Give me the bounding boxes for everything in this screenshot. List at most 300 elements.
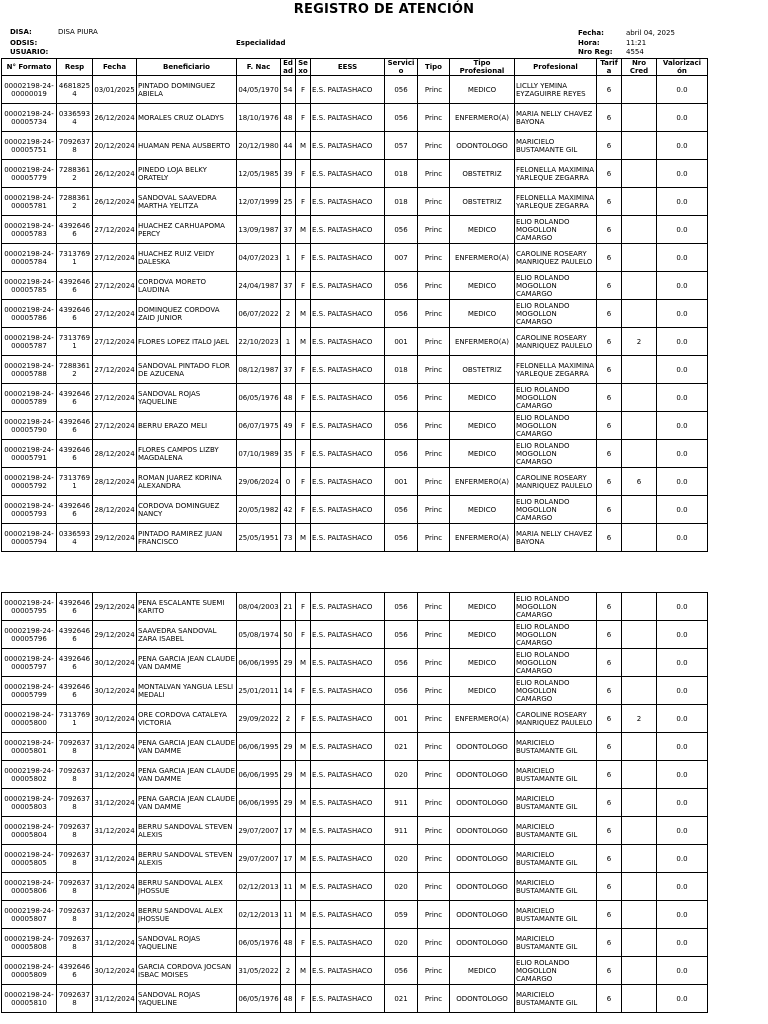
cell-servicio: 056 <box>385 677 418 705</box>
cell-valorizacion: 0.0 <box>657 761 708 789</box>
cell-tipo-profesional: ENFERMERO(A) <box>450 524 515 552</box>
cell-tarifa: 6 <box>597 789 622 817</box>
cell-eess: E.S. PALTASHACO <box>311 789 385 817</box>
cell-tipo-profesional: ODONTOLOGO <box>450 789 515 817</box>
cell-servicio: 056 <box>385 440 418 468</box>
cell-formato: 00002198-24-00005785 <box>2 272 57 300</box>
nroreg-label: Nro Reg: <box>578 48 613 56</box>
cell-sexo: M <box>296 733 311 761</box>
cell-nro-cred <box>622 524 657 552</box>
cell-sexo: F <box>296 677 311 705</box>
cell-beneficiario: CORDOVA DOMINGUEZ NANCY <box>137 496 237 524</box>
cell-fnac: 22/10/2023 <box>237 328 281 356</box>
cell-beneficiario: PEÑA GARCIA JEAN CLAUDE VAN DAMME <box>137 789 237 817</box>
cell-resp: 70926378 <box>57 761 93 789</box>
cell-fnac: 02/12/2013 <box>237 901 281 929</box>
cell-valorizacion: 0.0 <box>657 496 708 524</box>
table-row <box>2 705 708 733</box>
cell-profesional: LICLLY YEMINA EYZAGUIRRE REYES <box>515 76 597 104</box>
cell-tipo: Princ <box>418 300 450 328</box>
cell-formato: 00002198-24-00005734 <box>2 104 57 132</box>
cell-nro-cred <box>622 845 657 873</box>
cell-beneficiario: FLORES LOPEZ ITALO JAEL <box>137 328 237 356</box>
cell-tipo-profesional: ODONTOLOGO <box>450 873 515 901</box>
cell-servicio: 056 <box>385 412 418 440</box>
cell-valorizacion: 0.0 <box>657 524 708 552</box>
cell-beneficiario: SANDOVAL PINTADO FLOR DE AZUCENA <box>137 356 237 384</box>
cell-resp: 43926466 <box>57 957 93 985</box>
cell-tipo: Princ <box>418 733 450 761</box>
cell-eess: E.S. PALTASHACO <box>311 817 385 845</box>
cell-valorizacion: 0.0 <box>657 132 708 160</box>
cell-fnac: 04/05/1970 <box>237 76 281 104</box>
cell-fnac: 06/06/1995 <box>237 733 281 761</box>
table-row <box>2 957 708 985</box>
cell-servicio: 021 <box>385 733 418 761</box>
table-row <box>2 468 708 496</box>
cell-tipo-profesional: MEDICO <box>450 593 515 621</box>
cell-tipo-profesional: ENFERMERO(A) <box>450 244 515 272</box>
header-valorizacion: Valorizaci ón <box>657 59 708 76</box>
table-row <box>2 789 708 817</box>
cell-fecha: 30/12/2024 <box>93 705 137 733</box>
cell-profesional: MARIA NELLY CHAVEZ BAYONA <box>515 104 597 132</box>
cell-servicio: 056 <box>385 496 418 524</box>
cell-formato: 00002198-24-00005807 <box>2 901 57 929</box>
cell-tipo-profesional: ODONTOLOGO <box>450 901 515 929</box>
especialidad-label: Especialidad <box>236 39 286 47</box>
table-row <box>2 216 708 244</box>
cell-edad: 11 <box>281 873 296 901</box>
cell-resp: 43926466 <box>57 649 93 677</box>
cell-edad: 37 <box>281 272 296 300</box>
cell-valorizacion: 0.0 <box>657 76 708 104</box>
cell-fnac: 25/01/2011 <box>237 677 281 705</box>
cell-fnac: 06/06/1995 <box>237 761 281 789</box>
cell-sexo: F <box>296 244 311 272</box>
cell-formato: 00002198-24-00005784 <box>2 244 57 272</box>
cell-fecha: 31/12/2024 <box>93 789 137 817</box>
cell-sexo: F <box>296 705 311 733</box>
cell-resp: 70926378 <box>57 817 93 845</box>
cell-tarifa: 6 <box>597 76 622 104</box>
cell-fnac: 06/07/2022 <box>237 300 281 328</box>
cell-sexo: M <box>296 957 311 985</box>
cell-resp: 03365934 <box>57 524 93 552</box>
cell-fnac: 04/07/2023 <box>237 244 281 272</box>
cell-beneficiario: PEÑA GARCIA JEAN CLAUDE VAN DAMME <box>137 733 237 761</box>
cell-eess: E.S. PALTASHACO <box>311 761 385 789</box>
cell-edad: 29 <box>281 761 296 789</box>
cell-formato: 00002198-24-00005783 <box>2 216 57 244</box>
cell-servicio: 018 <box>385 188 418 216</box>
cell-nro-cred <box>622 188 657 216</box>
cell-profesional: MARICIELO BUSTAMANTE GIL <box>515 817 597 845</box>
cell-tarifa: 6 <box>597 104 622 132</box>
table-row <box>2 244 708 272</box>
cell-formato: 00002198-24-00005789 <box>2 384 57 412</box>
cell-tarifa: 6 <box>597 621 622 649</box>
cell-profesional: MARICIELO BUSTAMANTE GIL <box>515 873 597 901</box>
cell-fecha: 31/12/2024 <box>93 733 137 761</box>
cell-eess: E.S. PALTASHACO <box>311 440 385 468</box>
header-sexo: Se xo <box>296 59 311 76</box>
cell-edad: 29 <box>281 649 296 677</box>
cell-tarifa: 6 <box>597 524 622 552</box>
cell-fecha: 31/12/2024 <box>93 873 137 901</box>
cell-tarifa: 6 <box>597 733 622 761</box>
cell-eess: E.S. PALTASHACO <box>311 677 385 705</box>
cell-tarifa: 6 <box>597 216 622 244</box>
cell-sexo: M <box>296 761 311 789</box>
cell-servicio: 001 <box>385 328 418 356</box>
cell-edad: 14 <box>281 677 296 705</box>
cell-fnac: 12/05/1985 <box>237 160 281 188</box>
cell-formato: 00002198-24-00005788 <box>2 356 57 384</box>
cell-tipo: Princ <box>418 985 450 1013</box>
cell-valorizacion: 0.0 <box>657 104 708 132</box>
odsis-label: ODSIS: <box>10 39 38 47</box>
cell-servicio: 911 <box>385 789 418 817</box>
fecha-label: Fecha: <box>578 29 604 37</box>
cell-edad: 1 <box>281 328 296 356</box>
cell-resp: 70926378 <box>57 985 93 1013</box>
cell-profesional: ELIO ROLANDO MOGOLLON CAMARGO <box>515 412 597 440</box>
cell-valorizacion: 0.0 <box>657 677 708 705</box>
cell-fnac: 06/05/1976 <box>237 985 281 1013</box>
cell-formato: 00002198-24-00005794 <box>2 524 57 552</box>
cell-tipo-profesional: ODONTOLOGO <box>450 929 515 957</box>
cell-valorizacion: 0.0 <box>657 216 708 244</box>
cell-tipo-profesional: ENFERMERO(A) <box>450 328 515 356</box>
cell-formato: 00002198-24-00005779 <box>2 160 57 188</box>
table-row <box>2 412 708 440</box>
cell-profesional: MARICIELO BUSTAMANTE GIL <box>515 789 597 817</box>
cell-tipo: Princ <box>418 356 450 384</box>
cell-tipo: Princ <box>418 216 450 244</box>
cell-edad: 54 <box>281 76 296 104</box>
cell-tipo: Princ <box>418 412 450 440</box>
cell-servicio: 056 <box>385 593 418 621</box>
cell-resp: 70926378 <box>57 901 93 929</box>
table-row <box>2 356 708 384</box>
cell-beneficiario: BERRU SANDOVAL ALEX JHOSSUE <box>137 901 237 929</box>
cell-beneficiario: SANDOVAL ROJAS YAQUELINE <box>137 929 237 957</box>
cell-profesional: CAROLINE ROSEARY MANRIQUEZ PAULELO <box>515 328 597 356</box>
cell-formato: 00002198-24-00005800 <box>2 705 57 733</box>
cell-valorizacion: 0.0 <box>657 328 708 356</box>
table-row <box>2 384 708 412</box>
cell-beneficiario: SANDOVAL SAAVEDRA MARTHA YELITZA <box>137 188 237 216</box>
cell-fnac: 08/04/2003 <box>237 593 281 621</box>
header-formato: N° Formato <box>2 59 57 76</box>
cell-nro-cred <box>622 272 657 300</box>
cell-tarifa: 6 <box>597 384 622 412</box>
cell-formato: 00002198-24-00005805 <box>2 845 57 873</box>
cell-sexo: F <box>296 160 311 188</box>
cell-fecha: 27/12/2024 <box>93 384 137 412</box>
cell-profesional: ELIO ROLANDO MOGOLLON CAMARGO <box>515 272 597 300</box>
cell-beneficiario: HUACHEZ CARHUAPOMA PERCY <box>137 216 237 244</box>
cell-tipo: Princ <box>418 621 450 649</box>
table-row <box>2 440 708 468</box>
cell-profesional: MARIA NELLY CHAVEZ BAYONA <box>515 524 597 552</box>
cell-edad: 48 <box>281 384 296 412</box>
cell-servicio: 059 <box>385 901 418 929</box>
cell-sexo: F <box>296 356 311 384</box>
cell-sexo: F <box>296 593 311 621</box>
cell-formato: 00002198-24-00005786 <box>2 300 57 328</box>
cell-servicio: 056 <box>385 384 418 412</box>
cell-eess: E.S. PALTASHACO <box>311 621 385 649</box>
cell-nro-cred <box>622 496 657 524</box>
cell-fecha: 28/12/2024 <box>93 496 137 524</box>
cell-valorizacion: 0.0 <box>657 873 708 901</box>
cell-tarifa: 6 <box>597 496 622 524</box>
cell-sexo: M <box>296 845 311 873</box>
cell-tarifa: 6 <box>597 677 622 705</box>
cell-tarifa: 6 <box>597 845 622 873</box>
cell-valorizacion: 0.0 <box>657 985 708 1013</box>
cell-resp: 73137691 <box>57 705 93 733</box>
cell-edad: 48 <box>281 104 296 132</box>
cell-beneficiario: DOMINQUEZ CORDOVA ZAID JUNIOR <box>137 300 237 328</box>
disa-value: DISA PIURA <box>58 28 98 36</box>
cell-fnac: 06/05/1976 <box>237 929 281 957</box>
cell-nro-cred <box>622 160 657 188</box>
cell-tipo: Princ <box>418 524 450 552</box>
cell-edad: 1 <box>281 244 296 272</box>
header-resp: Resp <box>57 59 93 76</box>
cell-beneficiario: MORALES CRUZ OLADYS <box>137 104 237 132</box>
cell-resp: 72883612 <box>57 188 93 216</box>
cell-beneficiario: PEÑA GARCIA JEAN CLAUDE VAN DAMME <box>137 761 237 789</box>
cell-servicio: 056 <box>385 216 418 244</box>
cell-valorizacion: 0.0 <box>657 468 708 496</box>
cell-fnac: 31/05/2022 <box>237 957 281 985</box>
cell-servicio: 021 <box>385 985 418 1013</box>
cell-eess: E.S. PALTASHACO <box>311 216 385 244</box>
cell-eess: E.S. PALTASHACO <box>311 188 385 216</box>
cell-beneficiario: BERRU ERAZO MELI <box>137 412 237 440</box>
cell-formato: 00002198-24-00005791 <box>2 440 57 468</box>
cell-edad: 35 <box>281 440 296 468</box>
cell-tarifa: 6 <box>597 356 622 384</box>
table-row <box>2 593 708 621</box>
header-fnac: F. Nac <box>237 59 281 76</box>
attention-table-2 <box>1 592 708 1013</box>
cell-nro-cred <box>622 901 657 929</box>
cell-servicio: 056 <box>385 104 418 132</box>
header-nro-cred: Nro Cred <box>622 59 657 76</box>
cell-sexo: F <box>296 384 311 412</box>
cell-resp: 70926378 <box>57 845 93 873</box>
cell-tarifa: 6 <box>597 440 622 468</box>
cell-tipo-profesional: MEDICO <box>450 412 515 440</box>
cell-tarifa: 6 <box>597 244 622 272</box>
cell-sexo: F <box>296 412 311 440</box>
cell-edad: 17 <box>281 845 296 873</box>
cell-eess: E.S. PALTASHACO <box>311 649 385 677</box>
usuario-label: USUARIO: <box>10 48 49 56</box>
cell-sexo: M <box>296 132 311 160</box>
cell-servicio: 056 <box>385 300 418 328</box>
cell-nro-cred <box>622 300 657 328</box>
cell-formato: 00002198-24-00005797 <box>2 649 57 677</box>
cell-formato: 00002198-24-00005803 <box>2 789 57 817</box>
cell-fnac: 13/09/1987 <box>237 216 281 244</box>
cell-profesional: MARICIELO BUSTAMANTE GIL <box>515 901 597 929</box>
cell-eess: E.S. PALTASHACO <box>311 901 385 929</box>
cell-resp: 43926466 <box>57 300 93 328</box>
cell-fecha: 31/12/2024 <box>93 845 137 873</box>
cell-formato: 00002198-24-00005810 <box>2 985 57 1013</box>
cell-valorizacion: 0.0 <box>657 356 708 384</box>
cell-beneficiario: HUACHEZ RUIZ VEIDY DALESKA <box>137 244 237 272</box>
cell-tipo-profesional: ODONTOLOGO <box>450 845 515 873</box>
cell-tipo-profesional: MEDICO <box>450 649 515 677</box>
cell-nro-cred <box>622 440 657 468</box>
table-row <box>2 132 708 160</box>
cell-fecha: 31/12/2024 <box>93 901 137 929</box>
cell-eess: E.S. PALTASHACO <box>311 300 385 328</box>
cell-tipo-profesional: ODONTOLOGO <box>450 985 515 1013</box>
cell-profesional: MARICIELO BUSTAMANTE GIL <box>515 985 597 1013</box>
cell-fecha: 28/12/2024 <box>93 440 137 468</box>
cell-resp: 73137691 <box>57 468 93 496</box>
table-row <box>2 272 708 300</box>
cell-valorizacion: 0.0 <box>657 384 708 412</box>
cell-eess: E.S. PALTASHACO <box>311 957 385 985</box>
cell-tipo: Princ <box>418 929 450 957</box>
cell-tipo-profesional: MEDICO <box>450 76 515 104</box>
cell-tarifa: 6 <box>597 412 622 440</box>
cell-servicio: 020 <box>385 873 418 901</box>
cell-servicio: 007 <box>385 244 418 272</box>
cell-servicio: 057 <box>385 132 418 160</box>
table-row <box>2 188 708 216</box>
cell-edad: 29 <box>281 789 296 817</box>
header-tipo: Tipo <box>418 59 450 76</box>
cell-beneficiario: ORE CORDOVA CATALEYA VICTORIA <box>137 705 237 733</box>
cell-fecha: 31/12/2024 <box>93 985 137 1013</box>
cell-tipo: Princ <box>418 496 450 524</box>
cell-profesional: ELIO ROLANDO MOGOLLON CAMARGO <box>515 384 597 412</box>
cell-formato: 00002198-24-00005793 <box>2 496 57 524</box>
disa-label: DISA: <box>10 28 32 36</box>
cell-profesional: ELIO ROLANDO MOGOLLON CAMARGO <box>515 300 597 328</box>
cell-profesional: ELIO ROLANDO MOGOLLON CAMARGO <box>515 621 597 649</box>
cell-tarifa: 6 <box>597 929 622 957</box>
cell-tarifa: 6 <box>597 957 622 985</box>
cell-servicio: 056 <box>385 957 418 985</box>
cell-sexo: M <box>296 300 311 328</box>
cell-servicio: 056 <box>385 524 418 552</box>
cell-formato: 00002198-24-00005799 <box>2 677 57 705</box>
cell-servicio: 056 <box>385 621 418 649</box>
cell-profesional: MARICIELO BUSTAMANTE GIL <box>515 761 597 789</box>
cell-edad: 39 <box>281 160 296 188</box>
cell-profesional: ELIO ROLANDO MOGOLLON CAMARGO <box>515 496 597 524</box>
cell-profesional: MARICIELO BUSTAMANTE GIL <box>515 845 597 873</box>
table-row <box>2 901 708 929</box>
header-beneficiario: Beneficiario <box>137 59 237 76</box>
cell-fnac: 29/06/2024 <box>237 468 281 496</box>
cell-fecha: 29/12/2024 <box>93 524 137 552</box>
cell-tipo: Princ <box>418 957 450 985</box>
cell-nro-cred <box>622 957 657 985</box>
cell-profesional: MARICIELO BUSTAMANTE GIL <box>515 132 597 160</box>
cell-servicio: 911 <box>385 817 418 845</box>
cell-fnac: 08/12/1987 <box>237 356 281 384</box>
cell-valorizacion: 0.0 <box>657 188 708 216</box>
cell-tarifa: 6 <box>597 328 622 356</box>
table-row <box>2 929 708 957</box>
cell-tarifa: 6 <box>597 188 622 216</box>
cell-valorizacion: 0.0 <box>657 789 708 817</box>
cell-profesional: FELONELLA MAXIMINA YARLEQUE ZEGARRA <box>515 160 597 188</box>
cell-eess: E.S. PALTASHACO <box>311 132 385 160</box>
cell-edad: 49 <box>281 412 296 440</box>
cell-profesional: ELIO ROLANDO MOGOLLON CAMARGO <box>515 216 597 244</box>
cell-tipo-profesional: ODONTOLOGO <box>450 761 515 789</box>
table-row <box>2 761 708 789</box>
cell-resp: 72883612 <box>57 160 93 188</box>
cell-tarifa: 6 <box>597 160 622 188</box>
cell-fecha: 26/12/2024 <box>93 160 137 188</box>
cell-tipo-profesional: OBSTETRIZ <box>450 160 515 188</box>
cell-resp: 43926466 <box>57 496 93 524</box>
cell-tipo: Princ <box>418 328 450 356</box>
cell-tipo-profesional: MEDICO <box>450 272 515 300</box>
cell-formato: 00002198-24-00005809 <box>2 957 57 985</box>
cell-tipo: Princ <box>418 873 450 901</box>
cell-fnac: 12/07/1999 <box>237 188 281 216</box>
cell-beneficiario: PEÑA ESCALANTE SUEMI KARITO <box>137 593 237 621</box>
cell-sexo: F <box>296 621 311 649</box>
cell-eess: E.S. PALTASHACO <box>311 845 385 873</box>
cell-fnac: 06/05/1976 <box>237 384 281 412</box>
cell-beneficiario: ROMAN JUAREZ KORINA ALEXANDRA <box>137 468 237 496</box>
cell-servicio: 018 <box>385 356 418 384</box>
cell-tipo-profesional: MEDICO <box>450 496 515 524</box>
cell-profesional: ELIO ROLANDO MOGOLLON CAMARGO <box>515 593 597 621</box>
cell-eess: E.S. PALTASHACO <box>311 356 385 384</box>
table-row <box>2 524 708 552</box>
cell-beneficiario: SAAVEDRA SANDOVAL ZARA ISABEL <box>137 621 237 649</box>
cell-tipo-profesional: ENFERMERO(A) <box>450 705 515 733</box>
cell-resp: 70926378 <box>57 733 93 761</box>
cell-tipo-profesional: ODONTOLOGO <box>450 817 515 845</box>
cell-tipo-profesional: MEDICO <box>450 621 515 649</box>
cell-edad: 42 <box>281 496 296 524</box>
cell-edad: 2 <box>281 957 296 985</box>
cell-tipo: Princ <box>418 132 450 160</box>
cell-formato: 00002198-24-00005787 <box>2 328 57 356</box>
cell-valorizacion: 0.0 <box>657 272 708 300</box>
cell-profesional: MARICIELO BUSTAMANTE GIL <box>515 929 597 957</box>
cell-tipo: Princ <box>418 789 450 817</box>
cell-valorizacion: 0.0 <box>657 901 708 929</box>
cell-sexo: F <box>296 985 311 1013</box>
cell-beneficiario: SANDOVAL ROJAS YAQUELINE <box>137 384 237 412</box>
cell-eess: E.S. PALTASHACO <box>311 160 385 188</box>
cell-tipo: Princ <box>418 705 450 733</box>
cell-servicio: 001 <box>385 705 418 733</box>
cell-fecha: 03/01/2025 <box>93 76 137 104</box>
cell-sexo: F <box>296 440 311 468</box>
cell-edad: 37 <box>281 216 296 244</box>
